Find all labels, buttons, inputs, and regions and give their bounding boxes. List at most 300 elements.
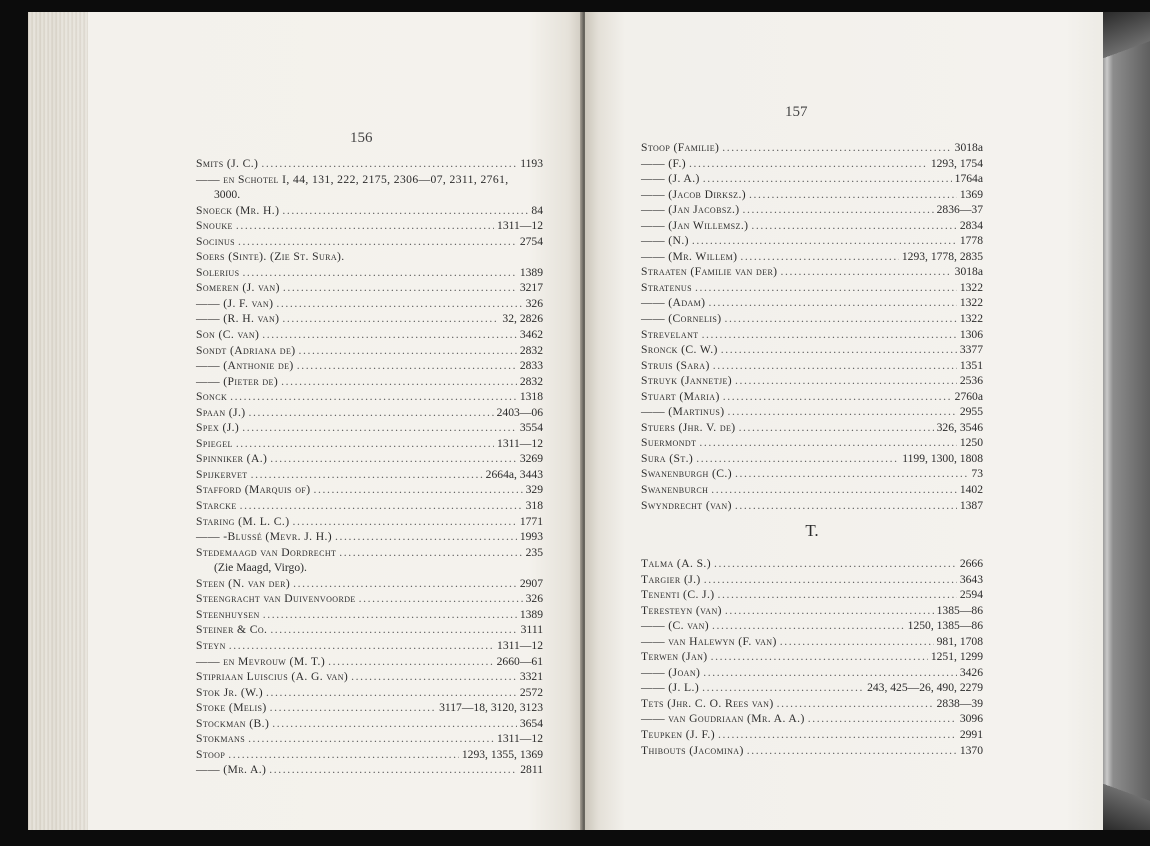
index-entry: [196, 731, 543, 747]
dot-leader: [703, 665, 957, 681]
index-entry-reference: 2660—61: [496, 654, 543, 668]
dot-leader: [335, 529, 517, 545]
index-entry-name: Stok Jr. (W.): [196, 685, 263, 699]
index-entry: [641, 202, 983, 218]
index-entry-name: —— (R. H. van): [196, 312, 280, 326]
index-entry: [196, 389, 543, 405]
dot-leader: [711, 649, 928, 665]
dot-leader: [297, 358, 517, 374]
index-entry-reference: 3117—18, 3120, 3123: [439, 701, 543, 715]
dot-leader: [713, 358, 957, 374]
index-entry: [196, 234, 543, 250]
dot-leader: [780, 634, 934, 650]
dot-leader: [240, 498, 523, 514]
index-entry: [196, 280, 543, 296]
dot-leader: [751, 218, 956, 234]
dot-leader: [711, 482, 957, 498]
index-entry-name: Socinus: [196, 234, 236, 248]
index-entry-reference: 1250: [959, 436, 983, 450]
index-entry-reference: 1322: [959, 280, 983, 294]
index-entry-name: —— -Blussé (Mevr. J. H.): [196, 530, 333, 544]
dot-leader: [236, 436, 494, 452]
dot-leader: [723, 389, 952, 405]
index-entry-name: Suermondt: [641, 436, 697, 450]
index-entry-reference: 1385—86: [936, 603, 983, 617]
index-entry-reference: 2836—37: [936, 203, 983, 217]
index-entry-name: Stockman (B.): [196, 716, 270, 730]
index-entry-name: Someren (J. van): [196, 281, 280, 295]
index-entry: [196, 203, 543, 219]
index-entry-reference: 1402: [959, 483, 983, 497]
index-entry-reference: 3426: [959, 665, 983, 679]
dot-leader: [725, 311, 957, 327]
index-entry-reference: 243, 425—26, 490, 2279: [867, 681, 983, 695]
index-entry: [641, 572, 983, 588]
index-entry: [641, 466, 983, 482]
index-entry: [641, 311, 983, 327]
index-entry-reference: 329: [525, 483, 543, 497]
index-entry-reference: 1993: [519, 530, 543, 544]
dot-leader: [249, 405, 494, 421]
dot-leader: [270, 451, 517, 467]
dot-leader: [248, 731, 494, 747]
index-entry: [641, 389, 983, 405]
dot-leader: [293, 576, 517, 592]
index-entry: [196, 638, 543, 654]
index-entry: [641, 140, 983, 156]
index-entry: [641, 171, 983, 187]
dot-leader: [721, 342, 957, 358]
index-entry-reference: 1250, 1385—86: [907, 619, 983, 633]
index-entry-reference: 1311—12: [497, 436, 543, 450]
index-entry: [641, 727, 983, 743]
index-entry-reference: 32, 2826: [502, 312, 543, 326]
dot-leader: [270, 700, 436, 716]
dot-leader: [238, 234, 517, 250]
index-entry-name: —— (Mr. Willem): [641, 249, 738, 263]
index-entry-name: Struyk (Jannetje): [641, 374, 733, 388]
dot-leader: [703, 171, 952, 187]
index-entry-name: —— (Martinus): [641, 405, 725, 419]
dot-leader: [725, 603, 934, 619]
index-entry: [196, 482, 543, 498]
index-entry-reference: 2832: [519, 374, 543, 388]
index-entry: [641, 743, 983, 759]
index-entry: [196, 498, 543, 514]
index-entry-name: Spex (J.): [196, 421, 240, 435]
index-entry-reference: 3643: [959, 572, 983, 586]
index-entry-name: Sondt (Adriana de): [196, 343, 296, 357]
index-entry: [196, 545, 543, 561]
index-entry-name: Staring (M. L. C.): [196, 514, 290, 528]
dot-leader: [695, 280, 957, 296]
index-entry-name: —— (J. F. van): [196, 296, 274, 310]
index-entry-name: Strevelant: [641, 327, 699, 341]
index-entry-name: —— van Halewyn (F. van): [641, 634, 777, 648]
index-entry-reference: 1293, 1355, 1369: [461, 747, 543, 761]
index-entry-reference: 326: [525, 592, 543, 606]
index-entry-reference: 3321: [519, 670, 543, 684]
dot-leader: [718, 727, 957, 743]
index-entry-name: Spaan (J.): [196, 405, 246, 419]
dot-leader: [339, 545, 522, 561]
index-entry: [641, 373, 983, 389]
dot-leader: [272, 716, 517, 732]
index-entry-name: Starcke: [196, 499, 237, 513]
index-entry: [196, 700, 543, 716]
index-entry-reference: 1311—12: [497, 732, 543, 746]
index-entry: [641, 435, 983, 451]
index-entry-reference: 2955: [959, 405, 983, 419]
dot-leader: [328, 654, 494, 670]
index-entry-reference: 2572: [519, 685, 543, 699]
index-entry: [196, 716, 543, 732]
index-entry: [641, 264, 983, 280]
index-entry-reference: 1771: [519, 514, 543, 528]
dot-leader: [270, 622, 517, 638]
index-entry-name: Soers (Sinte). (Zie St. Sura).: [196, 250, 345, 264]
dot-leader: [228, 747, 459, 763]
index-entry-name: Snoeck (Mr. H.): [196, 203, 280, 217]
index-entry-name: —— (F.): [641, 156, 687, 170]
dot-leader: [262, 327, 517, 343]
section-letter-heading: T.: [805, 521, 819, 540]
dot-leader: [263, 607, 517, 623]
index-entry: [641, 696, 983, 712]
index-entry-reference: 1193: [520, 157, 543, 170]
index-entry-name: Spijkervet: [196, 467, 248, 481]
index-entry: [196, 420, 543, 436]
index-entry-reference: 1370: [959, 743, 983, 757]
index-entry-name: Swyndrecht (van): [641, 498, 732, 512]
index-entry: [641, 233, 983, 249]
dot-leader: [722, 140, 951, 156]
dot-leader: [261, 156, 517, 172]
dot-leader: [251, 467, 483, 483]
index-entry-name: Thibouts (Jacomina): [641, 743, 744, 757]
index-entry-name: Steen (N. van der): [196, 576, 291, 590]
index-entry-name: Stoke (Melis): [196, 701, 267, 715]
index-entry-name: Spiegel: [196, 436, 233, 450]
index-list-left: [196, 156, 543, 778]
index-entry-name: —— (Jan Jacobsz.): [641, 203, 740, 217]
index-entry-reference: 1778: [959, 234, 983, 248]
index-entry-name: Steenhuysen: [196, 607, 260, 621]
index-entry-name: —— (Jan Willemsz.): [641, 218, 749, 232]
index-entry: [196, 436, 543, 452]
page-number-right: 157: [785, 104, 808, 120]
index-entry-reference: 1306: [959, 327, 983, 341]
dot-leader: [728, 404, 957, 420]
index-entry: [641, 634, 983, 650]
dot-leader: [276, 296, 522, 312]
index-entry-reference: 2666: [959, 557, 983, 570]
page-edges: [28, 12, 88, 830]
index-entry-name: —— (Mr. A.): [196, 763, 267, 777]
index-entry-reference: 3654: [519, 716, 543, 730]
index-entry-name: Stipriaan Luiscius (A. G. van): [196, 670, 349, 684]
dot-leader: [777, 696, 934, 712]
index-entry-name: —— (Jacob Dirksz.): [641, 187, 747, 201]
index-entry: [641, 218, 983, 234]
index-entry-reference: 1322: [959, 296, 983, 310]
index-entry: [641, 587, 983, 603]
dot-leader: [242, 265, 516, 281]
index-entry-reference: 2991: [959, 728, 983, 742]
index-entry: [196, 529, 543, 545]
index-entry: [641, 482, 983, 498]
index-entry-reference: 3018a: [954, 141, 983, 154]
index-entry-reference: 3269: [519, 452, 543, 466]
index-entry-reference: 2403—06: [496, 405, 543, 419]
dot-leader: [314, 482, 523, 498]
index-entry-name: Steengracht van Duivenvoorde: [196, 592, 356, 606]
index-entry-name: Snouke: [196, 219, 233, 233]
cover-corner-top: [1103, 12, 1150, 72]
index-entry-reference: 326, 3546: [936, 420, 983, 434]
index-entry-name: Stratenus: [641, 280, 692, 294]
index-entry: [196, 218, 543, 234]
index-entry: [641, 711, 983, 727]
index-entry-name: Sronck (C. W.): [641, 343, 718, 357]
index-entry: [196, 374, 543, 390]
index-entry: [196, 467, 543, 483]
dot-leader: [281, 374, 517, 390]
index-entry: [196, 762, 543, 778]
index-entry: [196, 451, 543, 467]
index-entry-name: Tets (Jhr. C. O. Rees van): [641, 696, 774, 710]
index-entry-name: Stokmans: [196, 732, 246, 746]
dot-leader: [739, 420, 934, 436]
index-entry-reference: 3462: [519, 328, 543, 342]
dot-leader: [269, 762, 517, 778]
index-entry: [641, 295, 983, 311]
index-entry: [196, 358, 543, 374]
dot-leader: [712, 618, 905, 634]
index-entry-name: Smits (J. C.): [196, 157, 259, 170]
index-entry-reference: 2760a: [954, 389, 983, 403]
index-entry-name: Stoop: [196, 747, 226, 761]
index-entry-name: Son (C. van): [196, 328, 260, 342]
index-entry: [641, 649, 983, 665]
index-entry-reference: 3554: [519, 421, 543, 435]
index-entry-reference: 1351: [959, 358, 983, 372]
index-entry: [196, 514, 543, 530]
index-entry-name: Stuers (Jhr. V. de): [641, 420, 736, 434]
index-entry: [641, 156, 983, 172]
index-entry-name: Solerius: [196, 265, 240, 279]
index-entry: [196, 405, 543, 421]
index-entry-reference: 318: [525, 499, 543, 513]
index-entry: [196, 265, 543, 281]
index-entry: [641, 556, 983, 572]
index-entry-name: Sura (St.): [641, 451, 694, 465]
index-entry: [196, 622, 543, 638]
dot-leader: [696, 451, 899, 467]
index-entry: [196, 576, 543, 592]
index-entry: [196, 669, 543, 685]
index-entry: [641, 342, 983, 358]
index-entry-reference: 326: [525, 296, 543, 310]
index-entry-name: —— (N.): [641, 234, 689, 248]
index-entry-name: Terwen (Jan): [641, 650, 708, 664]
index-entry-name: Steiner & Co.: [196, 623, 268, 637]
index-entry-reference: 73: [971, 467, 983, 481]
index-entry: [641, 358, 983, 374]
index-entry-reference: 2833: [519, 359, 543, 373]
index-entry-name: Targier (J.): [641, 572, 701, 586]
index-entry-reference: 3111: [520, 623, 543, 637]
index-entry: [196, 327, 543, 343]
index-entry-name: —— (J. A.): [641, 172, 700, 186]
index-entry-reference: 3377: [959, 343, 983, 357]
index-entry-reference: 2838—39: [936, 696, 983, 710]
index-entry-reference: 1764a: [954, 172, 983, 186]
index-entry-name: Swanenburch: [641, 483, 709, 497]
dot-leader: [780, 264, 951, 280]
index-entry-reference: 235: [525, 545, 543, 559]
index-list-right-top: [641, 140, 983, 513]
index-entry-reference: 2834: [959, 218, 983, 232]
index-entry-reference: 1293, 1778, 2835: [901, 249, 983, 263]
index-entry: [196, 591, 543, 607]
dot-leader: [292, 514, 516, 530]
index-entry-name: Stafford (Marquis of): [196, 483, 311, 497]
index-entry: [196, 311, 543, 327]
dot-leader: [702, 327, 957, 343]
dot-leader: [283, 280, 517, 296]
index-entry-reference: 1293, 1754: [930, 156, 983, 170]
index-entry-reference: 2594: [959, 588, 983, 602]
index-entry: [641, 404, 983, 420]
index-entry: [641, 603, 983, 619]
cover-corner-bottom: [1103, 770, 1150, 830]
dot-leader: [236, 218, 494, 234]
index-entry-name: Stuart (Maria): [641, 389, 720, 403]
index-entry-reference: 2811: [520, 763, 543, 777]
index-entry: [196, 343, 543, 359]
index-entry: [641, 280, 983, 296]
index-entry-reference: 981, 1708: [936, 634, 983, 648]
dot-leader: [704, 572, 957, 588]
index-entry-name: Sonck: [196, 390, 228, 404]
index-entry-reference: 1311—12: [497, 219, 543, 233]
index-entry-name: Stoop (Familie): [641, 141, 720, 154]
index-entry-name: Straaten (Familie van der): [641, 265, 778, 279]
index-entry: [641, 249, 983, 265]
dot-leader: [743, 202, 934, 218]
dot-leader: [229, 638, 494, 654]
right-page: [585, 12, 1107, 830]
dot-leader: [230, 389, 517, 405]
dot-leader: [714, 556, 957, 572]
index-entry-reference: 1251, 1299: [930, 650, 983, 664]
index-entry: [196, 685, 543, 701]
index-entry: [196, 249, 543, 265]
index-entry-reference: 1199, 1300, 1808: [902, 451, 983, 465]
index-entry-name: Struis (Sara): [641, 358, 710, 372]
index-entry-name: —— (C. van): [641, 619, 710, 633]
index-entry: [196, 156, 543, 172]
dot-leader: [266, 685, 517, 701]
dot-leader: [702, 680, 864, 696]
dot-leader: [735, 373, 957, 389]
index-entry: [196, 607, 543, 623]
index-entry: [641, 420, 983, 436]
index-entry-reference: 1318: [519, 390, 543, 404]
index-entry-reference: 1311—12: [497, 638, 543, 652]
book-cover-board: [1103, 12, 1150, 830]
index-entry-reference: 3217: [519, 281, 543, 295]
dot-leader: [747, 743, 957, 759]
index-entry-name: —— en Mevrouw (M. T.): [196, 654, 326, 668]
index-entry-reference: 1322: [959, 312, 983, 326]
index-entry: [641, 665, 983, 681]
left-page: [28, 12, 583, 830]
index-entry-reference: 1389: [519, 607, 543, 621]
index-entry-reference: 3096: [959, 712, 983, 726]
dot-leader: [808, 711, 957, 727]
index-entry-name: Spinniker (A.): [196, 452, 268, 466]
dot-leader: [359, 591, 523, 607]
index-entry-continuation: 3000.: [214, 188, 241, 202]
dot-leader: [735, 466, 968, 482]
index-entry-name: —— van Goudriaan (Mr. A. A.): [641, 712, 805, 726]
index-entry: [641, 327, 983, 343]
dot-leader: [692, 233, 957, 249]
index-entry: [196, 172, 543, 188]
index-entry-name: Teresteyn (van): [641, 603, 722, 617]
index-entry-reference: 2754: [519, 234, 543, 248]
dot-leader: [242, 420, 517, 436]
book-spread: [28, 12, 1150, 832]
index-entry-name: —— (J. L.): [641, 681, 700, 695]
index-entry-name: Swanenburgh (C.): [641, 467, 732, 481]
index-entry-reference: 2832: [519, 343, 543, 357]
index-entry-name: —— en Schotel I, 44, 131, 222, 2175, 2306—07, 2311, 2761,: [196, 172, 509, 186]
page-number-left: 156: [350, 130, 373, 146]
index-entry-name: Talma (A. S.): [641, 557, 711, 570]
index-entry-reference: 1389: [519, 265, 543, 279]
index-entry-name: —— (Joan): [641, 665, 701, 679]
dot-leader: [351, 669, 517, 685]
index-entry-reference: 1369: [959, 187, 983, 201]
index-entry-reference: 2536: [959, 374, 983, 388]
index-entry: [641, 187, 983, 203]
index-entry-reference: 84: [531, 203, 543, 217]
dot-leader: [699, 435, 956, 451]
dot-leader: [740, 249, 898, 265]
dot-leader: [299, 343, 517, 359]
dot-leader: [708, 295, 956, 311]
dot-leader: [718, 587, 957, 603]
index-entry-reference: 2907: [519, 576, 543, 590]
dot-leader: [282, 311, 499, 327]
index-entry: [196, 747, 543, 763]
index-entry-name: Steyn: [196, 638, 226, 652]
index-entry-name: —— (Pieter de): [196, 374, 279, 388]
index-entry: [196, 654, 543, 670]
index-entry-name: —— (Anthonie de): [196, 359, 294, 373]
index-entry: [641, 680, 983, 696]
index-entry-continuation: (Zie Maagd, Virgo).: [214, 561, 307, 575]
index-entry-name: Tenenti (C. J.): [641, 588, 715, 602]
index-entry-reference: 2664a, 3443: [485, 467, 543, 481]
index-entry-name: —— (Cornelis): [641, 312, 722, 326]
index-entry-reference: 1387: [959, 498, 983, 512]
index-entry-name: —— (Adam): [641, 296, 706, 310]
index-list-right-bottom: [641, 556, 983, 758]
